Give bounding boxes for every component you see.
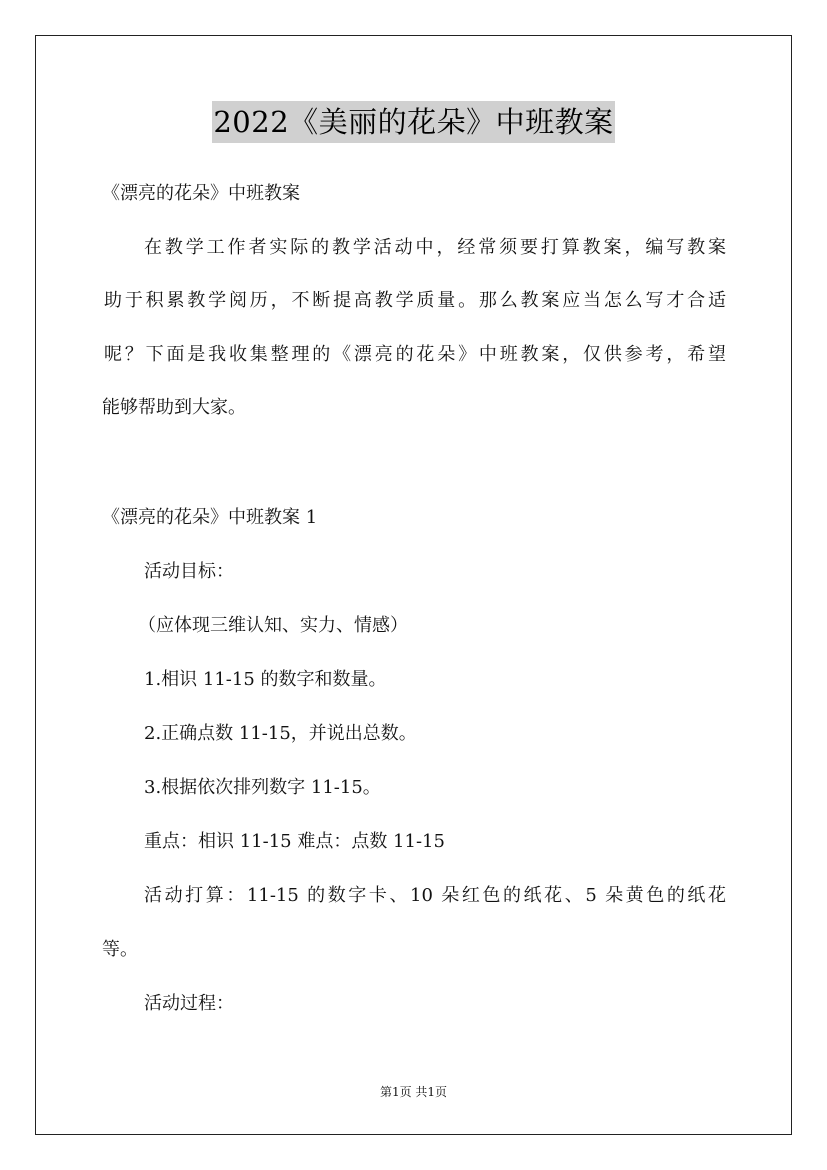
intro-line-1: 在教学工作者实际的教学活动中，经常须要打算教案，编写教案 (144, 237, 726, 258)
lesson-heading: 《漂亮的花朵》中班教案 1 (102, 507, 318, 528)
intro-line-2: 助于积累教学阅历，不断提高教学质量。那么教案应当怎么写才合适 (104, 290, 726, 311)
process-label: 活动过程： (144, 993, 234, 1014)
goal-item-3: 3.根据依次排列数字 11-15。 (144, 777, 381, 798)
document-title: 2022《美丽的花朵》中班教案 (212, 101, 614, 143)
intro-line-4: 能够帮助到大家。 (102, 397, 246, 418)
preparation-line-1: 活动打算：11-15 的数字卡、10 朵红色的纸花、5 朵黄色的纸花 (144, 885, 726, 906)
page-footer: 第1页 共1页 (379, 1085, 448, 1099)
preparation-line-2: 等。 (102, 939, 138, 960)
title-wrapper (0, 101, 827, 143)
intro-line-3: 呢？下面是我收集整理的《漂亮的花朵》中班教案，仅供参考，希望 (104, 344, 726, 365)
goals-label: 活动目标： (144, 561, 234, 582)
goal-item-1: 1.相识 11-15 的数字和数量。 (144, 669, 387, 690)
goal-item-2: 2.正确点数 11-15，并说出总数。 (144, 723, 417, 744)
section-heading: 《漂亮的花朵》中班教案 (102, 183, 300, 204)
goals-note: （应体现三维认知、实力、情感） (138, 615, 408, 636)
key-points: 重点：相识 11-15 难点：点数 11-15 (144, 831, 445, 852)
